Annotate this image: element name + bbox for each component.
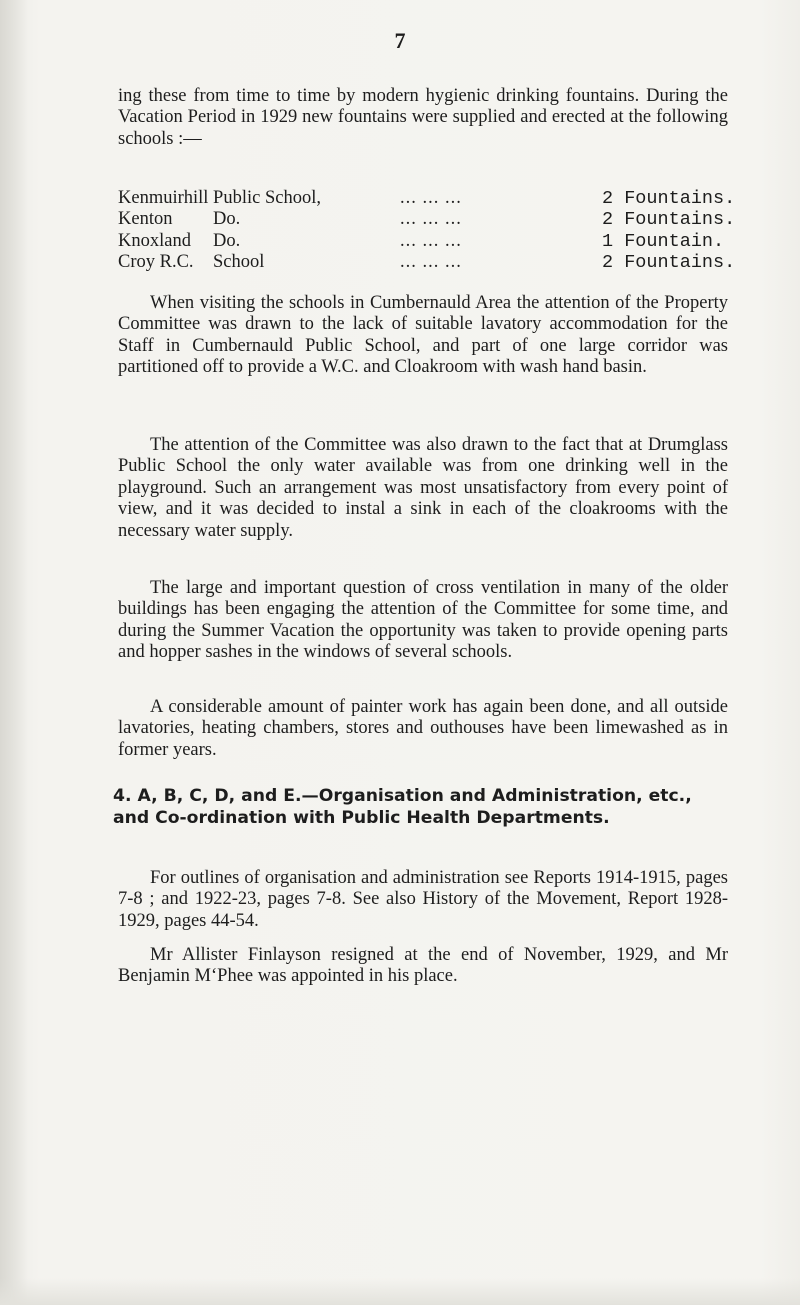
- paragraph-finlayson: Mr Allister Finlayson resigned at the end of November, 1929, and Mr Benjamin M‘Phee was appointed in his place.: [118, 945, 728, 987]
- paragraph-painter: A considerable amount of painter work has again been done, and all outside lavatories, heating chambers, stores and outhouses have been limewashed as in former years.: [118, 697, 728, 760]
- list-item: [118, 188, 738, 209]
- list-item: [118, 231, 738, 252]
- page-gutter-shadow: [0, 0, 28, 1305]
- paragraph-ventilation: The large and important question of cross ventilation in many of the older buildings has been engaging the attention of the Committee for some time, and during the Summer Vacation the opportunity was taken to provide opening parts and hopper sashes in the windows of several schools.: [118, 578, 728, 663]
- school-name: Kenmuirhill Public School,: [118, 188, 321, 208]
- school-name: Croy R.C.: [118, 252, 194, 273]
- school-qualifier: School: [213, 252, 265, 273]
- paragraph-cumbernauld: When visiting the schools in Cumbernauld Area the attention of the Property Committee was drawn to the lack of suitable lavatory accommodation for the Staff in Cumbernauld Public School, and part of one large corridor was partitioned off to provide a W.C. and Cloakroom with wash hand basin.: [118, 293, 728, 378]
- dot-leader: ... ... ...: [400, 252, 462, 273]
- dot-leader: ... ... ...: [400, 188, 462, 208]
- school-name: Knoxland: [118, 230, 191, 251]
- fountains-list: [118, 188, 738, 274]
- school-name: Kenton: [118, 209, 173, 230]
- school-qualifier: Do.: [213, 230, 241, 251]
- paragraph-reports: For outlines of organisation and administration see Reports 1914-1915, pages 7-8 ; and 1922-23, pages 7-8. See also History of the Movement, Report 1928-1929, pages 44-54.: [118, 868, 728, 931]
- dot-leader: ... ... ...: [400, 230, 462, 251]
- dot-leader: ... ... ...: [400, 209, 462, 230]
- page-bottom-edge: [0, 1278, 800, 1305]
- fountain-count: 2 Fountains.: [602, 252, 736, 274]
- section-heading: 4. A, B, C, D, and E.—Organisation and Administration, etc., and Co-ordination with Public Health Departments.: [113, 786, 692, 828]
- list-item: [118, 252, 738, 273]
- fountain-count: 2 Fountains.: [602, 188, 736, 209]
- fountain-count: 1 Fountain.: [602, 230, 725, 252]
- page-number: 7: [394, 28, 406, 53]
- intro-paragraph: ing these from time to time by modern hygienic drinking fountains. During the Vacation Period in 1929 new fountains were supplied and erected at the following schools :—: [118, 86, 728, 149]
- school-qualifier: Do.: [213, 209, 241, 230]
- list-item: [118, 209, 738, 230]
- fountain-count: 2 Fountains.: [602, 209, 736, 231]
- paragraph-drumglass: The attention of the Committee was also drawn to the fact that at Drumglass Public School the only water available was from one drinking well in the playground. Such an arrangement was most unsatisfactory from every point of view, and it was decided to instal a sink in each of the cloakrooms with the necessary water supply.: [118, 435, 728, 541]
